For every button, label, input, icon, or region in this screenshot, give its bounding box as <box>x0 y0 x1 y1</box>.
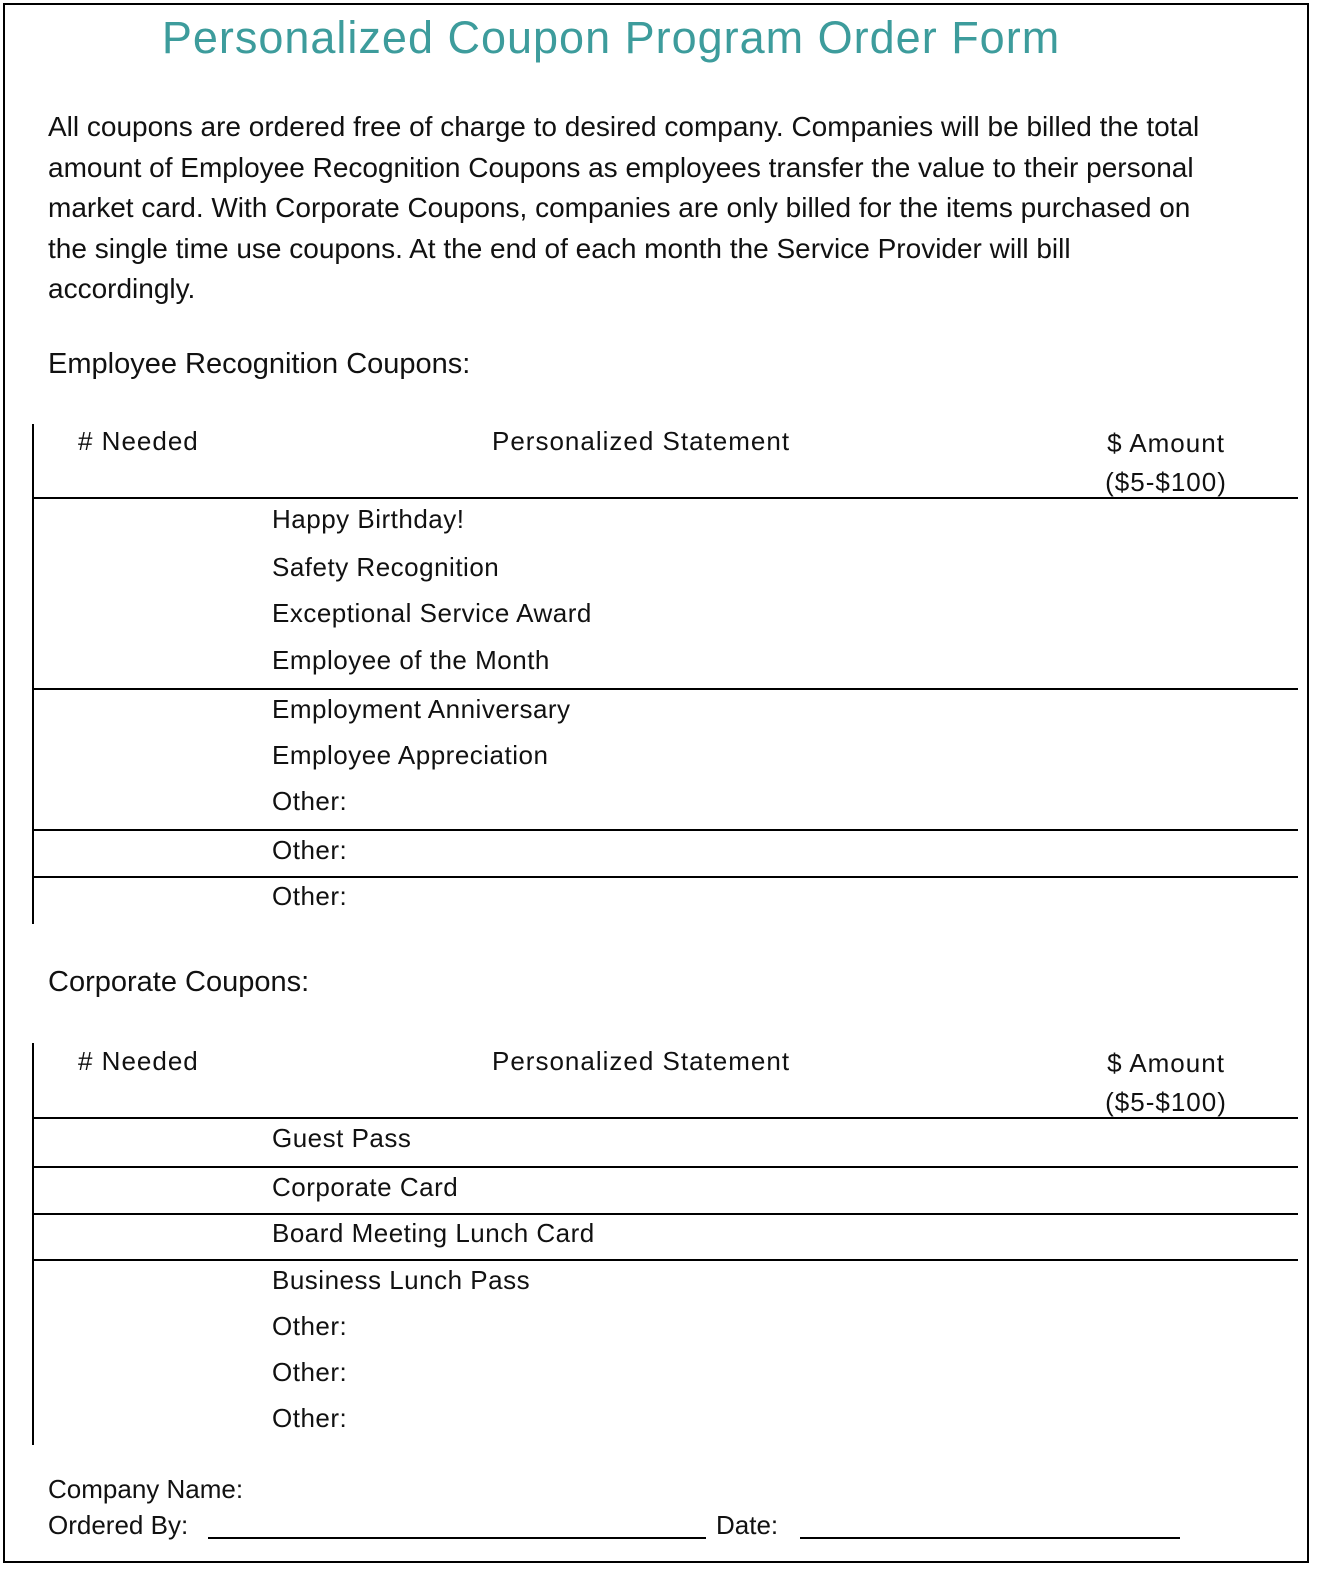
corporate-header-amount <box>1086 1044 1246 1122</box>
employee-row-divider <box>32 688 1298 690</box>
employee-row-label: Other: <box>272 835 348 865</box>
corporate-header-amount-label: $ Amount <box>1107 1048 1225 1078</box>
corporate-header-amount-range: ($5-$100) <box>1105 1087 1227 1117</box>
employee-header-amount-range: ($5-$100) <box>1105 467 1227 497</box>
employee-header-needed: # Needed <box>78 426 199 456</box>
corporate-table-left-border <box>32 1043 34 1445</box>
employee-header-divider <box>32 497 1298 499</box>
page-title: Personalized Coupon Program Order Form <box>161 12 1061 63</box>
date-field[interactable] <box>800 1537 1180 1539</box>
employee-row-label: Happy Birthday! <box>272 504 465 534</box>
corporate-row-divider <box>32 1213 1298 1215</box>
corporate-section-heading: Corporate Coupons: <box>48 966 310 998</box>
corporate-row-label: Board Meeting Lunch Card <box>272 1218 595 1248</box>
corporate-row-divider <box>32 1166 1298 1168</box>
ordered-by-field[interactable] <box>208 1537 706 1539</box>
corporate-row-label: Other: <box>272 1311 348 1341</box>
corporate-row-label: Guest Pass <box>272 1123 412 1153</box>
employee-table-left-border <box>32 424 34 924</box>
employee-header-amount-label: $ Amount <box>1107 428 1225 458</box>
employee-row-label: Safety Recognition <box>272 552 500 582</box>
corporate-header-divider <box>32 1117 1298 1119</box>
employee-row-label: Employment Anniversary <box>272 694 571 724</box>
employee-row-divider <box>32 829 1298 831</box>
corporate-row-label: Corporate Card <box>272 1172 459 1202</box>
employee-row-label: Other: <box>272 881 348 911</box>
corporate-header-needed: # Needed <box>78 1046 199 1076</box>
date-label: Date: <box>716 1510 779 1540</box>
employee-row-label: Employee of the Month <box>272 645 550 675</box>
intro-paragraph: All coupons are ordered free of charge to desired company. Companies will be billed the total amount of Employee Recognition Coupons as employees transfer the value to their personal market card. With Corporate Coupons, companies are only billed for the items purchased on the single time use coupons. At the end of each month the Service Provider will bill accordingly. <box>48 111 1200 304</box>
ordered-by-label: Ordered By: <box>48 1510 189 1540</box>
employee-header-amount <box>1086 424 1246 502</box>
corporate-row-label: Other: <box>272 1357 348 1387</box>
corporate-row-label: Business Lunch Pass <box>272 1265 531 1295</box>
company-name-label: Company Name: <box>48 1474 244 1504</box>
employee-row-divider <box>32 876 1298 878</box>
corporate-row-divider <box>32 1259 1298 1261</box>
corporate-row-label: Other: <box>272 1403 348 1433</box>
employee-row-label: Other: <box>272 786 348 816</box>
corporate-header-statement: Personalized Statement <box>492 1046 791 1076</box>
employee-row-label: Employee Appreciation <box>272 740 549 770</box>
employee-section-heading: Employee Recognition Coupons: <box>48 348 471 380</box>
employee-row-label: Exceptional Service Award <box>272 598 592 628</box>
employee-header-statement: Personalized Statement <box>492 426 791 456</box>
